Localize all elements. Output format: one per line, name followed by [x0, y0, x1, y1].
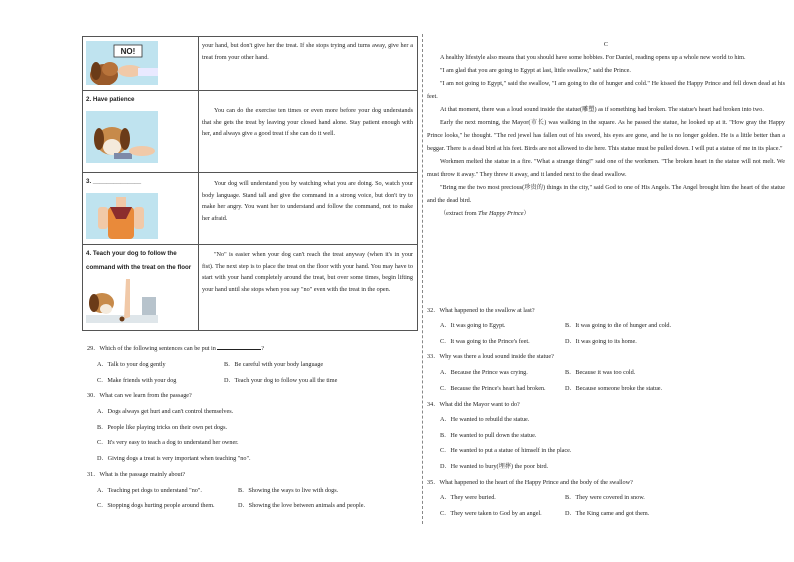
option-34-b: B．He wanted to pull down the statue.	[440, 432, 537, 439]
option-30-b: B．People like playing tricks on their own pet dogs.	[97, 424, 228, 431]
option-30-a: A．Dogs always get hurt and can't control themselves.	[97, 408, 234, 415]
paragraph: At that moment, there was a loud sound inside the statue(雕塑) as if something had broken. The statue's heart had broken into two.	[440, 106, 764, 113]
option-32-b: B．It was going to die of hunger and cold.	[565, 322, 672, 329]
table-cell-text	[199, 245, 418, 331]
paragraph: "Bring me the two most precious(珍贵的) things in the city," said God to one of His Angels. The Angel brought him the heart of the statue and the dead bird.	[427, 184, 785, 204]
option-32-a: A．It was going to Egypt.	[440, 322, 506, 329]
question-30: 30．What can we learn from the passage?	[87, 392, 192, 399]
option-29-b: B．Be careful with your body language	[224, 361, 324, 368]
option-30-c: C．It's very easy to teach a dog to understand her owner.	[97, 439, 239, 446]
option-34-c: C．He wanted to put a statue of himself in the place.	[440, 447, 572, 454]
question-33: 33．Why was there a loud sound inside the statue?	[427, 353, 554, 360]
paragraph: Workmen melted the statue in a fire. "What a strange thing!" said one of the workmen. "The broken heart in the statue will not melt. We must throw it away." They threw it away, and it landed next to the dead swallow.	[427, 158, 785, 178]
section-label: C	[603, 41, 609, 48]
option-29-d: D．Teach your dog to follow you all the time	[224, 377, 338, 384]
no-sign-label: NO!	[120, 47, 136, 56]
row-3-heading: 3. ______________	[86, 178, 142, 185]
option-31-a: A．Teaching pet dogs to understand "no".	[97, 487, 202, 494]
row-4-heading: 4. Teach your dog to follow the command with the treat on the floor	[86, 250, 192, 271]
option-32-d: D．It was going to its home.	[565, 338, 637, 345]
question-32: 32．What happened to the swallow at last?	[427, 307, 535, 314]
option-35-d: D．The King came and got them.	[565, 510, 650, 517]
column-divider	[422, 34, 423, 524]
table-cell-text	[199, 37, 418, 91]
option-32-c: C．It was going to the Prince's feet.	[440, 338, 530, 345]
option-30-d: D．Giving dogs a treat is very important when teaching "no".	[97, 455, 251, 462]
option-33-c: C．Because the Prince's heart had broken.	[440, 385, 546, 392]
option-33-d: D．Because someone broke the statue.	[565, 385, 663, 392]
option-35-b: B．They were covered in snow.	[565, 494, 645, 501]
dog-floor-image	[86, 279, 158, 323]
table-row	[83, 173, 418, 245]
question-35: 35．What happened to the heart of the Happy Prince and the body of the swallow?	[427, 479, 633, 486]
table-row	[83, 245, 418, 331]
paragraph: "I am glad that you are going to Egypt at last, little swallow," said the Prince.	[440, 67, 631, 74]
row-2-heading: 2. Have patience	[86, 96, 135, 103]
question-34: 34．What did the Mayor want to do?	[427, 401, 520, 408]
option-34-d: D．He wanted to bury(埋葬) the poor bird.	[440, 463, 549, 470]
option-33-b: B．Because it was too cold.	[565, 369, 636, 376]
option-34-a: A．He wanted to rebuild the statue.	[440, 416, 530, 423]
dog-training-table	[82, 36, 418, 331]
paragraph: Early the next morning, the Mayor(市长) was walking in the square. As he passed the statue, he looked up at it. "How gray the Happy Prince looks," he thought. "The red jewel has fallen out of his sword, his eyes are gone, and he is no longer golden. He is a little better than a beggar. There is a dead bird at his feet. Birds are not allowed to die here. This statue must be pulled down. I will put a statue of me in its place."	[427, 119, 785, 152]
row-1-text: your hand, but don't give her the treat. If she stops trying and turns away, give her a treat from your other hand.	[202, 42, 413, 61]
dog-no-sign-image	[86, 41, 158, 85]
extract-source: （extract from The Happy Prince）	[440, 210, 530, 217]
table-row	[83, 91, 418, 173]
question-31: 31．What is the passage mainly about?	[87, 471, 186, 478]
paragraph: "I am not going to Egypt," said the swallow, "I am going to die of hunger and cold." He kissed the Happy Prince and fell down dead at his feet.	[427, 80, 785, 100]
option-35-a: A．They were buried.	[440, 494, 496, 501]
question-29: 29．Which of the following sentences can be put in ?	[87, 345, 265, 352]
table-cell-image	[83, 173, 199, 245]
answer-blank	[217, 349, 261, 350]
beagle-image	[86, 111, 158, 163]
option-29-a: A．Talk to your dog gently	[97, 361, 166, 368]
table-cell-text	[199, 91, 418, 173]
person-image	[86, 193, 158, 239]
paragraph: A healthy lifestyle also means that you should have some hobbies. For Daniel, reading opens up a whole new world to him.	[440, 54, 746, 61]
option-31-b: B．Showing the ways to live with dogs.	[238, 487, 339, 494]
option-33-a: A．Because the Prince was crying.	[440, 369, 528, 376]
table-cell-text	[199, 173, 418, 245]
option-29-c: C．Make friends with your dog	[97, 377, 177, 384]
option-31-c: C．Stopping dogs hurting people around them.	[97, 502, 215, 509]
option-35-c: C．They were taken to God by an angel.	[440, 510, 542, 517]
table-row	[83, 37, 418, 91]
table-cell-image	[83, 245, 199, 331]
row-4-text: "No" is easier when your dog can't reach the treat anyway (when it's in your fist). The next step is to place the treat on the floor with your hand. You may have to start with your hand completely around the treat, but over some times, begin lifting your hand until she stops when you say "no" even with the treat in the open.	[202, 251, 413, 293]
passage-c	[427, 38, 785, 220]
table-cell-image	[83, 91, 199, 173]
row-2-text: You can do the exercise ten times or even more before your dog understands that she gets the treat by leaving your closed hand alone. Stay patient enough with her, and always give a good treat if she can do it well.	[202, 107, 413, 138]
row-3-text: Your dog will understand you by watching what you are doing. So, watch your body language. Stand tall and give the command in a strong voice, but don't try to make her angry. You want her to understand and follow the command, not to make her afraid.	[202, 180, 413, 222]
table-cell-image	[83, 37, 199, 91]
option-31-d: D．Showing the love between animals and people.	[238, 502, 365, 509]
